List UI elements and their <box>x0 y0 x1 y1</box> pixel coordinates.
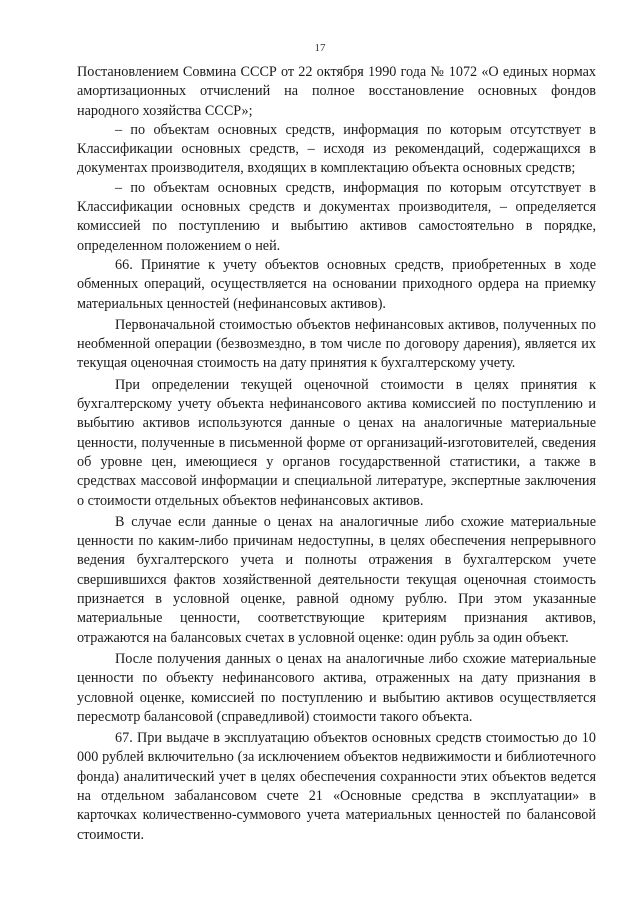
clause-66: 66. Принятие к учету объектов основных средств, приобретенных в ходе обменных операций, осуществляется на основании приходного ордера на приемку материальных ценностей (нефинансовых активов). <box>77 256 596 312</box>
list-item-classification: – по объектам основных средств, информация по которым отсутствует в Классификации основных средств, – исходя из рекомендаций, содержащихся в документах производителя, входящих в комплектацию объекта основных средств; <box>77 121 596 177</box>
paragraph-estimated-value: При определении текущей оценочной стоимости в целях принятия к бухгалтерскому учету объекта нефинансового актива комиссией по поступлению и выбытию активов используются данные о ценах на аналогичные материальные ценности, полученные в письменной форме от организаций-изготовителей, сведения об уровне цен, имеющиеся у органов государственной статистики, а также в средствах массовой информации и специальной литературе, экспертные заключения о стоимости отдельных объектов нефинансовых активов. <box>77 376 596 509</box>
paragraph-conditional-value: В случае если данные о ценах на аналогичные либо схожие материальные ценности по каким-либо причинам недоступны, в целях обеспечения непрерывного ведения бухгалтерского учета и полноты отражения в бухгалтерском учете свершившихся фактов хозяйственной деятельности текущая оценочная стоимость признается в условной оценке, равной одному рублю. При этом указанные материальные ценности, соответствующие критериям признания активов, отражаются на балансовых счетах в условной оценке: один рубль за один объект. <box>77 513 596 646</box>
document-body <box>77 63 596 845</box>
page-number: 17 <box>314 42 326 54</box>
clause-67: 67. При выдаче в эксплуатацию объектов основных средств стоимостью до 10 000 рублей включительно (за исключением объектов недвижимости и библиотечного фонда) аналитический учет в целях обеспечения сохранности этих объектов ведется на отдельном забалансовом счете 21 «Основные средства в эксплуатации» в карточках количественно-суммового учета материальных ценностей по балансовой стоимости. <box>77 730 596 843</box>
paragraph-continuation: Постановлением Совмина СССР от 22 октября 1990 года № 1072 «О единых нормах амортизационных отчислений на полное восстановление основных фондов народного хозяйства СССР»; <box>77 64 596 119</box>
paragraph-revaluation: После получения данных о ценах на аналогичные либо схожие материальные ценности по объекту нефинансового актива, отраженных на дату признания в условной оценке, комиссией по поступлению и выбытию активов осуществляется пересмотр балансовой (справедливой) стоимости такого объекта. <box>77 650 596 725</box>
list-item-commission: – по объектам основных средств, информация по которым отсутствует в Классификации основных средств и документах производителя, – определяется комиссией по поступлению и выбытию активов самостоятельно в порядке, определенном положением о ней. <box>77 179 596 254</box>
paragraph-initial-cost: Первоначальной стоимостью объектов нефинансовых активов, полученных по необменной операции (безвозмездно, в том числе по договору дарения), является их текущая оценочная стоимость на дату принятия к бухгалтерскому учету. <box>77 316 596 372</box>
